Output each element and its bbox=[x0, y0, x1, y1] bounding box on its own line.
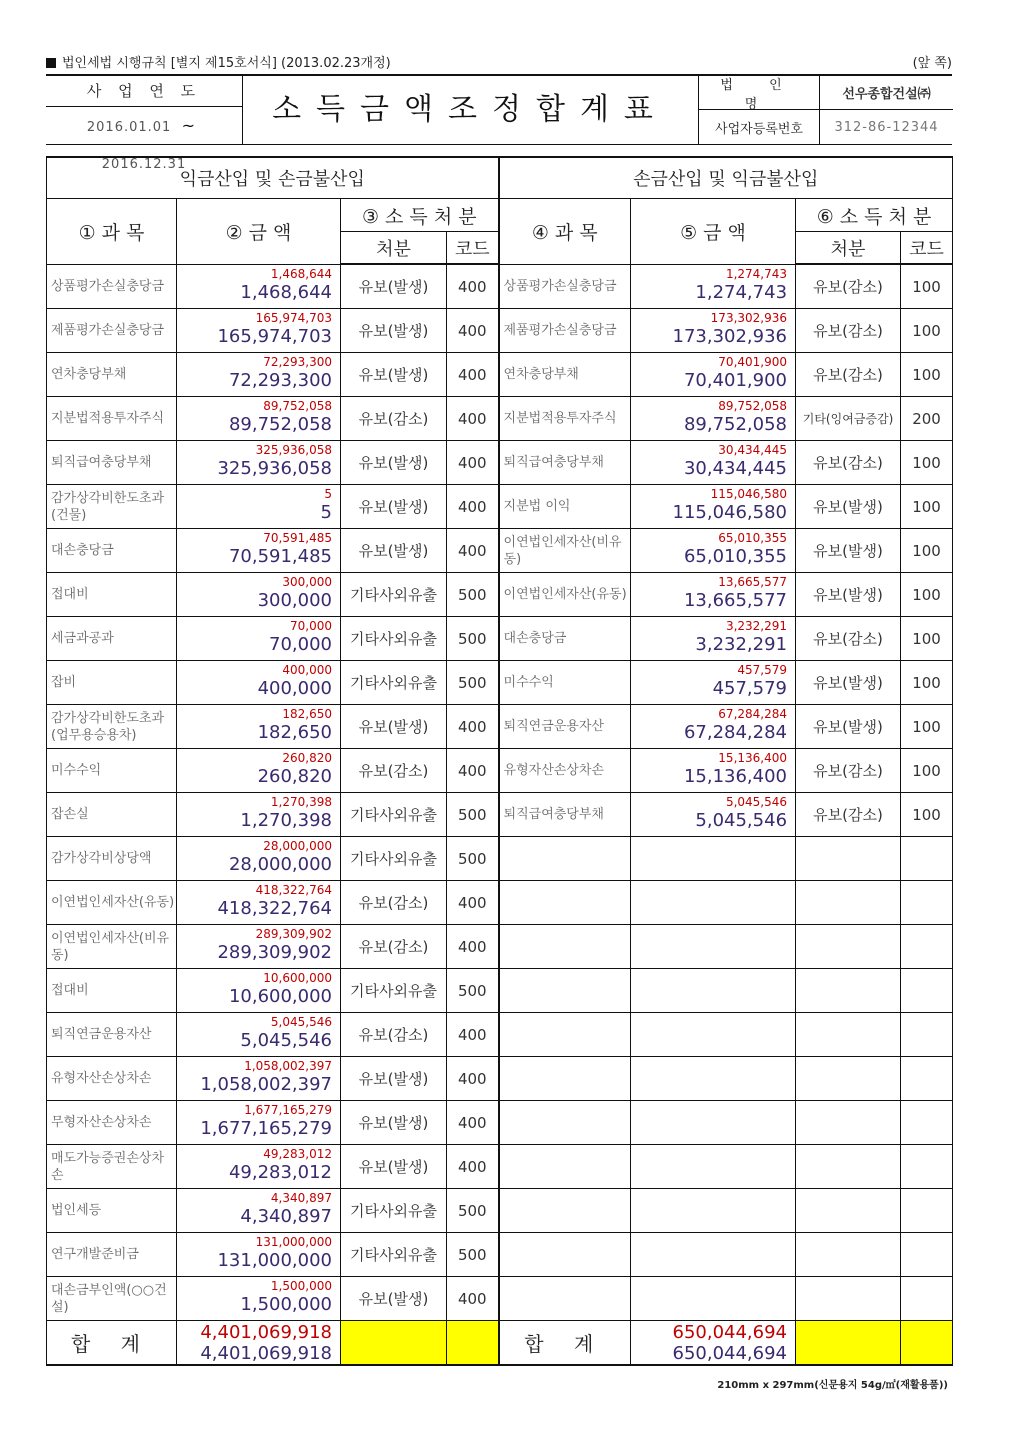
left-amount-small: 1,058,002,397 bbox=[244, 1059, 332, 1073]
left-amount: 325,936,058 bbox=[217, 458, 332, 479]
left-amount-cell bbox=[177, 925, 341, 969]
right-amount: 70,401,900 bbox=[683, 370, 788, 391]
right-amount: 13,665,577 bbox=[683, 590, 788, 611]
biz-no: 312-86-12344 bbox=[834, 119, 939, 135]
right-amount-cell bbox=[631, 661, 796, 705]
right-amount-small: 13,665,577 bbox=[718, 575, 788, 589]
left-amount: 70,000 bbox=[269, 634, 332, 655]
left-code: 400 bbox=[447, 397, 499, 441]
disp-sub-header-right: 처분 bbox=[796, 232, 901, 265]
right-amount: 1,274,743 bbox=[695, 281, 788, 303]
left-subject: 연차충당부채 bbox=[47, 353, 177, 397]
right-subject: 유형자산손상차손 bbox=[499, 749, 631, 793]
left-subject: 접대비 bbox=[47, 969, 177, 1013]
corp-name: 선우종합건설㈜ bbox=[842, 87, 931, 102]
right-code: 100 bbox=[901, 661, 953, 705]
right-amount: 67,284,284 bbox=[683, 722, 788, 743]
right-amount: 65,010,355 bbox=[683, 546, 788, 567]
left-amount: 70,591,485 bbox=[228, 546, 332, 567]
left-amount-cell bbox=[177, 749, 341, 793]
left-amount-cell bbox=[177, 485, 341, 529]
left-code: 400 bbox=[447, 1101, 499, 1145]
left-disposal: 유보(발생) bbox=[341, 1057, 447, 1101]
right-disposal: 유보(감소) bbox=[796, 264, 901, 309]
right-amount-cell bbox=[631, 617, 796, 661]
left-code: 400 bbox=[447, 441, 499, 485]
right-subject: 지분법 이익 bbox=[499, 485, 631, 529]
left-amount: 289,309,902 bbox=[217, 942, 332, 963]
right-amount-small: 173,302,936 bbox=[710, 311, 788, 325]
table-row bbox=[47, 1233, 953, 1277]
right-amount-cell bbox=[631, 441, 796, 485]
left-amount-cell bbox=[177, 1277, 341, 1321]
right-amount-cell bbox=[631, 705, 796, 749]
table-row bbox=[47, 705, 953, 749]
left-subject: 세금과공과 bbox=[47, 617, 177, 661]
table-row bbox=[47, 264, 953, 309]
left-code: 400 bbox=[447, 925, 499, 969]
left-code: 400 bbox=[447, 353, 499, 397]
left-code: 400 bbox=[447, 1013, 499, 1057]
left-amount: 165,974,703 bbox=[217, 326, 332, 347]
left-amount-cell bbox=[177, 837, 341, 881]
left-total-amount-red: 4,401,069,918 bbox=[200, 1321, 332, 1343]
left-code: 500 bbox=[447, 1189, 499, 1233]
right-disposal: 유보(발생) bbox=[796, 529, 901, 573]
disposal-header-3: ③ 소 득 처 분 bbox=[341, 199, 499, 232]
code-sub-header-right: 코드 bbox=[901, 232, 953, 265]
left-amount-small: 70,000 bbox=[290, 619, 332, 633]
left-amount-cell bbox=[177, 309, 341, 353]
right-subject: 대손충당금 bbox=[499, 617, 631, 661]
left-subject: 잡손실 bbox=[47, 793, 177, 837]
right-total-disposal-highlight bbox=[796, 1321, 901, 1366]
left-amount-cell bbox=[177, 705, 341, 749]
left-amount: 131,000,000 bbox=[217, 1250, 332, 1271]
left-amount-cell bbox=[177, 264, 341, 309]
left-amount-cell bbox=[177, 529, 341, 573]
subject-header-4: ④ 과 목 bbox=[499, 199, 631, 265]
left-amount-cell bbox=[177, 1101, 341, 1145]
right-amount-small: 3,232,291 bbox=[725, 619, 788, 633]
left-subject: 퇴직연금운용자산 bbox=[47, 1013, 177, 1057]
left-amount: 5,045,546 bbox=[240, 1030, 332, 1051]
left-disposal: 유보(발생) bbox=[341, 1277, 447, 1321]
right-amount-cell bbox=[631, 573, 796, 617]
left-subject: 매도가능증권손상차손 bbox=[47, 1145, 177, 1189]
left-code: 400 bbox=[447, 881, 499, 925]
left-code: 400 bbox=[447, 1277, 499, 1321]
left-total-label: 합 계 bbox=[47, 1321, 177, 1366]
left-subject: 잡비 bbox=[47, 661, 177, 705]
form-reference-line bbox=[46, 52, 952, 70]
left-amount-cell bbox=[177, 353, 341, 397]
left-disposal: 유보(감소) bbox=[341, 925, 447, 969]
left-disposal: 유보(발생) bbox=[341, 529, 447, 573]
left-amount-cell bbox=[177, 1189, 341, 1233]
left-amount: 260,820 bbox=[257, 766, 332, 787]
corporation-info bbox=[698, 76, 953, 144]
right-disposal: 유보(감소) bbox=[796, 749, 901, 793]
table-row bbox=[47, 617, 953, 661]
right-amount-small: 89,752,058 bbox=[718, 399, 788, 413]
left-amount: 182,650 bbox=[257, 722, 332, 743]
right-subject: 제품평가손실충당금 bbox=[499, 309, 631, 353]
left-subject: 퇴직급여충당부채 bbox=[47, 441, 177, 485]
left-amount: 28,000,000 bbox=[228, 854, 332, 875]
left-amount-small: 89,752,058 bbox=[263, 399, 332, 413]
left-subject: 접대비 bbox=[47, 573, 177, 617]
table-row bbox=[47, 573, 953, 617]
right-code: 100 bbox=[901, 441, 953, 485]
left-amount: 89,752,058 bbox=[228, 414, 332, 435]
left-amount: 400,000 bbox=[257, 678, 332, 699]
left-amount-small: 1,677,165,279 bbox=[244, 1103, 332, 1117]
right-disposal: 유보(발생) bbox=[796, 485, 901, 529]
amount-header-2: ② 금 액 bbox=[177, 199, 341, 265]
left-subject: 유형자산손상차손 bbox=[47, 1057, 177, 1101]
left-disposal: 유보(발생) bbox=[341, 441, 447, 485]
left-amount-small: 400,000 bbox=[282, 663, 332, 677]
right-amount-small: 1,274,743 bbox=[725, 266, 788, 281]
right-code: 100 bbox=[901, 485, 953, 529]
left-disposal: 유보(감소) bbox=[341, 397, 447, 441]
left-code: 400 bbox=[447, 485, 499, 529]
left-subject: 무형자산손상차손 bbox=[47, 1101, 177, 1145]
left-amount-small: 165,974,703 bbox=[255, 311, 332, 325]
right-subject: 미수수익 bbox=[499, 661, 631, 705]
left-subject: 상품평가손실충당금 bbox=[47, 264, 177, 309]
right-subject: 퇴직급여충당부채 bbox=[499, 793, 631, 837]
left-amount: 418,322,764 bbox=[217, 898, 332, 919]
left-amount-cell bbox=[177, 397, 341, 441]
left-total-disposal-highlight bbox=[341, 1321, 447, 1366]
law-reference: 법인세법 시행규칙 [별지 제15호서식] (2013.02.23개정) bbox=[62, 56, 391, 71]
left-amount-cell bbox=[177, 1233, 341, 1277]
left-total-amount: 4,401,069,918 bbox=[200, 1342, 332, 1364]
disposal-header-6: ⑥ 소 득 처 분 bbox=[796, 199, 953, 232]
left-amount-small: 5 bbox=[324, 487, 332, 501]
table-row bbox=[47, 441, 953, 485]
left-disposal: 유보(발생) bbox=[341, 1145, 447, 1189]
right-disposal: 기타(잉여금증감) bbox=[796, 397, 901, 441]
left-disposal: 유보(발생) bbox=[341, 353, 447, 397]
right-disposal: 유보(감소) bbox=[796, 793, 901, 837]
period-separator: ~ bbox=[181, 116, 196, 135]
left-amount-small: 49,283,012 bbox=[263, 1147, 332, 1161]
right-code: 100 bbox=[901, 353, 953, 397]
left-disposal: 기타사외유출 bbox=[341, 617, 447, 661]
left-amount: 49,283,012 bbox=[228, 1162, 332, 1183]
right-amount: 173,302,936 bbox=[672, 326, 788, 347]
left-amount-small: 70,591,485 bbox=[263, 531, 332, 545]
left-code: 500 bbox=[447, 573, 499, 617]
left-code: 500 bbox=[447, 793, 499, 837]
left-subject: 지분법적용투자주식 bbox=[47, 397, 177, 441]
amount-header-5: ⑤ 금 액 bbox=[631, 199, 796, 265]
left-subject: 감가상각비상당액 bbox=[47, 837, 177, 881]
right-total-amount: 650,044,694 bbox=[672, 1342, 788, 1364]
left-subject: 미수수익 bbox=[47, 749, 177, 793]
left-amount: 10,600,000 bbox=[228, 986, 332, 1007]
adjustment-table bbox=[46, 156, 953, 1366]
left-disposal: 유보(발생) bbox=[341, 1101, 447, 1145]
table-row bbox=[47, 1277, 953, 1321]
left-disposal: 기타사외유출 bbox=[341, 1233, 447, 1277]
left-amount: 1,270,398 bbox=[240, 810, 332, 831]
left-disposal: 기타사외유출 bbox=[341, 661, 447, 705]
left-code: 500 bbox=[447, 1233, 499, 1277]
left-code: 400 bbox=[447, 309, 499, 353]
total-row bbox=[47, 1321, 953, 1366]
table-row bbox=[47, 925, 953, 969]
right-amount-cell bbox=[631, 485, 796, 529]
left-disposal: 유보(감소) bbox=[341, 749, 447, 793]
left-disposal: 유보(발생) bbox=[341, 705, 447, 749]
subject-header-1: ① 과 목 bbox=[47, 199, 177, 265]
left-disposal: 유보(발생) bbox=[341, 264, 447, 309]
disp-sub-header-left: 처분 bbox=[341, 232, 447, 265]
left-amount-small: 418,322,764 bbox=[255, 883, 332, 897]
left-code: 400 bbox=[447, 264, 499, 309]
left-amount: 4,340,897 bbox=[240, 1206, 332, 1227]
left-disposal: 기타사외유출 bbox=[341, 1189, 447, 1233]
left-subject: 이연법인세자산(비유동) bbox=[47, 925, 177, 969]
right-amount: 15,136,400 bbox=[683, 766, 788, 787]
right-disposal: 유보(감소) bbox=[796, 353, 901, 397]
paper-spec: 210mm x 297mm(신문용지 54g/㎡(재활용품)) bbox=[717, 1380, 948, 1391]
right-disposal: 유보(발생) bbox=[796, 705, 901, 749]
right-code: 100 bbox=[901, 749, 953, 793]
left-amount-small: 182,650 bbox=[282, 707, 332, 721]
left-disposal: 유보(발생) bbox=[341, 485, 447, 529]
table-row bbox=[47, 397, 953, 441]
table-body bbox=[47, 264, 953, 1365]
right-amount-small: 457,579 bbox=[737, 663, 788, 677]
left-amount-cell bbox=[177, 661, 341, 705]
left-amount-small: 72,293,300 bbox=[263, 355, 332, 369]
left-subject: 대손금부인액(○○건설) bbox=[47, 1277, 177, 1321]
left-amount-small: 1,270,398 bbox=[270, 795, 332, 809]
left-disposal: 유보(발생) bbox=[341, 309, 447, 353]
right-code: 100 bbox=[901, 793, 953, 837]
right-total-cell bbox=[631, 1321, 796, 1366]
table-row bbox=[47, 485, 953, 529]
right-disposal: 유보(감소) bbox=[796, 309, 901, 353]
left-amount-cell bbox=[177, 1145, 341, 1189]
right-subject: 이연법인세자산(유동) bbox=[499, 573, 631, 617]
right-subject: 퇴직연금운용자산 bbox=[499, 705, 631, 749]
right-amount-small: 70,401,900 bbox=[718, 355, 788, 369]
left-disposal: 기타사외유출 bbox=[341, 837, 447, 881]
left-code: 400 bbox=[447, 529, 499, 573]
right-amount: 89,752,058 bbox=[683, 414, 788, 435]
left-amount-small: 1,500,000 bbox=[270, 1279, 332, 1293]
left-subject: 감가상각비한도초과(업무용승용차) bbox=[47, 705, 177, 749]
left-amount-cell bbox=[177, 573, 341, 617]
right-code: 100 bbox=[901, 573, 953, 617]
right-amount-small: 65,010,355 bbox=[718, 531, 788, 545]
right-amount-small: 30,434,445 bbox=[718, 443, 788, 457]
left-amount: 5 bbox=[320, 502, 332, 523]
right-amount-cell bbox=[631, 264, 796, 309]
left-code: 500 bbox=[447, 661, 499, 705]
left-disposal: 유보(감소) bbox=[341, 881, 447, 925]
left-amount-cell bbox=[177, 793, 341, 837]
right-code: 100 bbox=[901, 617, 953, 661]
right-amount: 3,232,291 bbox=[695, 634, 788, 655]
left-subject: 법인세등 bbox=[47, 1189, 177, 1233]
right-code: 200 bbox=[901, 397, 953, 441]
right-disposal: 유보(발생) bbox=[796, 573, 901, 617]
left-amount-small: 131,000,000 bbox=[255, 1235, 332, 1249]
left-disposal: 기타사외유출 bbox=[341, 793, 447, 837]
left-amount: 72,293,300 bbox=[228, 370, 332, 391]
business-period bbox=[46, 76, 243, 172]
right-subject: 이연법인세자산(비유동) bbox=[499, 529, 631, 573]
left-amount-small: 300,000 bbox=[282, 575, 332, 589]
right-subject: 퇴직급여충당부채 bbox=[499, 441, 631, 485]
period-start: 2016.01.01 bbox=[86, 120, 172, 135]
right-amount-cell bbox=[631, 353, 796, 397]
left-amount: 1,058,002,397 bbox=[200, 1074, 332, 1095]
left-amount-small: 5,045,546 bbox=[270, 1015, 332, 1029]
left-amount-small: 4,340,897 bbox=[270, 1191, 332, 1205]
left-code: 400 bbox=[447, 1145, 499, 1189]
left-amount-cell bbox=[177, 1057, 341, 1101]
table-row bbox=[47, 1189, 953, 1233]
left-code: 400 bbox=[447, 705, 499, 749]
left-amount-small: 28,000,000 bbox=[263, 839, 332, 853]
square-bullet-icon bbox=[46, 58, 56, 68]
right-total-code-highlight bbox=[901, 1321, 953, 1366]
right-total-amount-red: 650,044,694 bbox=[672, 1321, 788, 1343]
right-amount-small: 5,045,546 bbox=[725, 795, 788, 809]
table-row bbox=[47, 1057, 953, 1101]
right-total-label: 합 계 bbox=[499, 1321, 631, 1366]
document-title: 소득금액조정합계표 bbox=[272, 92, 668, 127]
right-amount: 115,046,580 bbox=[672, 502, 788, 523]
table-row bbox=[47, 1013, 953, 1057]
right-amount-cell bbox=[631, 749, 796, 793]
right-subject: 연차충당부채 bbox=[499, 353, 631, 397]
right-code: 100 bbox=[901, 705, 953, 749]
right-amount: 457,579 bbox=[712, 678, 788, 699]
left-total-cell bbox=[177, 1321, 341, 1366]
right-amount-cell bbox=[631, 529, 796, 573]
table-row bbox=[47, 969, 953, 1013]
right-code: 100 bbox=[901, 264, 953, 309]
right-disposal: 유보(발생) bbox=[796, 661, 901, 705]
left-amount-small: 1,468,644 bbox=[270, 266, 332, 281]
left-amount-cell bbox=[177, 1013, 341, 1057]
right-amount-cell bbox=[631, 793, 796, 837]
left-disposal: 기타사외유출 bbox=[341, 969, 447, 1013]
left-subject: 이연법인세자산(유동) bbox=[47, 881, 177, 925]
left-amount: 1,468,644 bbox=[240, 281, 332, 303]
left-code: 400 bbox=[447, 1057, 499, 1101]
right-amount-small: 15,136,400 bbox=[718, 751, 788, 765]
right-subject: 상품평가손실충당금 bbox=[499, 264, 631, 309]
left-code: 500 bbox=[447, 837, 499, 881]
left-amount-cell bbox=[177, 441, 341, 485]
table-row bbox=[47, 309, 953, 353]
right-group-header: 손금산입 및 익금불산입 bbox=[499, 157, 953, 199]
right-amount: 5,045,546 bbox=[695, 810, 788, 831]
period-end: 2016.12.31 bbox=[101, 157, 187, 172]
table-row bbox=[47, 749, 953, 793]
left-amount-small: 260,820 bbox=[282, 751, 332, 765]
left-subject: 감가상각비한도초과(건물) bbox=[47, 485, 177, 529]
left-amount-cell bbox=[177, 969, 341, 1013]
table-row bbox=[47, 529, 953, 573]
left-amount-cell bbox=[177, 881, 341, 925]
right-amount: 30,434,445 bbox=[683, 458, 788, 479]
left-total-code-highlight bbox=[447, 1321, 499, 1366]
left-code: 400 bbox=[447, 749, 499, 793]
left-amount-small: 289,309,902 bbox=[255, 927, 332, 941]
table-row bbox=[47, 1145, 953, 1189]
left-code: 500 bbox=[447, 969, 499, 1013]
right-subject: 지분법적용투자주식 bbox=[499, 397, 631, 441]
left-disposal: 유보(감소) bbox=[341, 1013, 447, 1057]
right-disposal: 유보(감소) bbox=[796, 441, 901, 485]
period-label: 사 업 연 도 bbox=[46, 76, 242, 107]
right-code: 100 bbox=[901, 529, 953, 573]
right-amount-cell bbox=[631, 309, 796, 353]
right-disposal: 유보(감소) bbox=[796, 617, 901, 661]
left-amount-cell bbox=[177, 617, 341, 661]
left-code: 500 bbox=[447, 617, 499, 661]
table-row bbox=[47, 661, 953, 705]
left-amount: 1,677,165,279 bbox=[200, 1118, 332, 1139]
left-amount: 300,000 bbox=[257, 590, 332, 611]
right-code: 100 bbox=[901, 309, 953, 353]
corp-name-label: 법 인 명 bbox=[699, 76, 820, 109]
biz-no-label: 사업자등록번호 bbox=[699, 110, 820, 144]
left-amount-small: 10,600,000 bbox=[263, 971, 332, 985]
table-row bbox=[47, 881, 953, 925]
left-disposal: 기타사외유출 bbox=[341, 573, 447, 617]
table-row bbox=[47, 353, 953, 397]
right-amount-small: 115,046,580 bbox=[710, 487, 788, 501]
code-sub-header-left: 코드 bbox=[447, 232, 499, 265]
left-subject: 제품평가손실충당금 bbox=[47, 309, 177, 353]
table-row bbox=[47, 1101, 953, 1145]
left-subject: 대손충당금 bbox=[47, 529, 177, 573]
form-header bbox=[46, 74, 952, 172]
table-row bbox=[47, 793, 953, 837]
left-amount-small: 325,936,058 bbox=[255, 443, 332, 457]
left-group-header: 익금산입 및 손금불산입 bbox=[47, 157, 499, 199]
left-subject: 연구개발준비금 bbox=[47, 1233, 177, 1277]
page-side: (앞 쪽) bbox=[912, 56, 952, 71]
right-amount-small: 67,284,284 bbox=[718, 707, 788, 721]
left-amount: 1,500,000 bbox=[240, 1294, 332, 1315]
table-row bbox=[47, 837, 953, 881]
right-amount-cell bbox=[631, 397, 796, 441]
